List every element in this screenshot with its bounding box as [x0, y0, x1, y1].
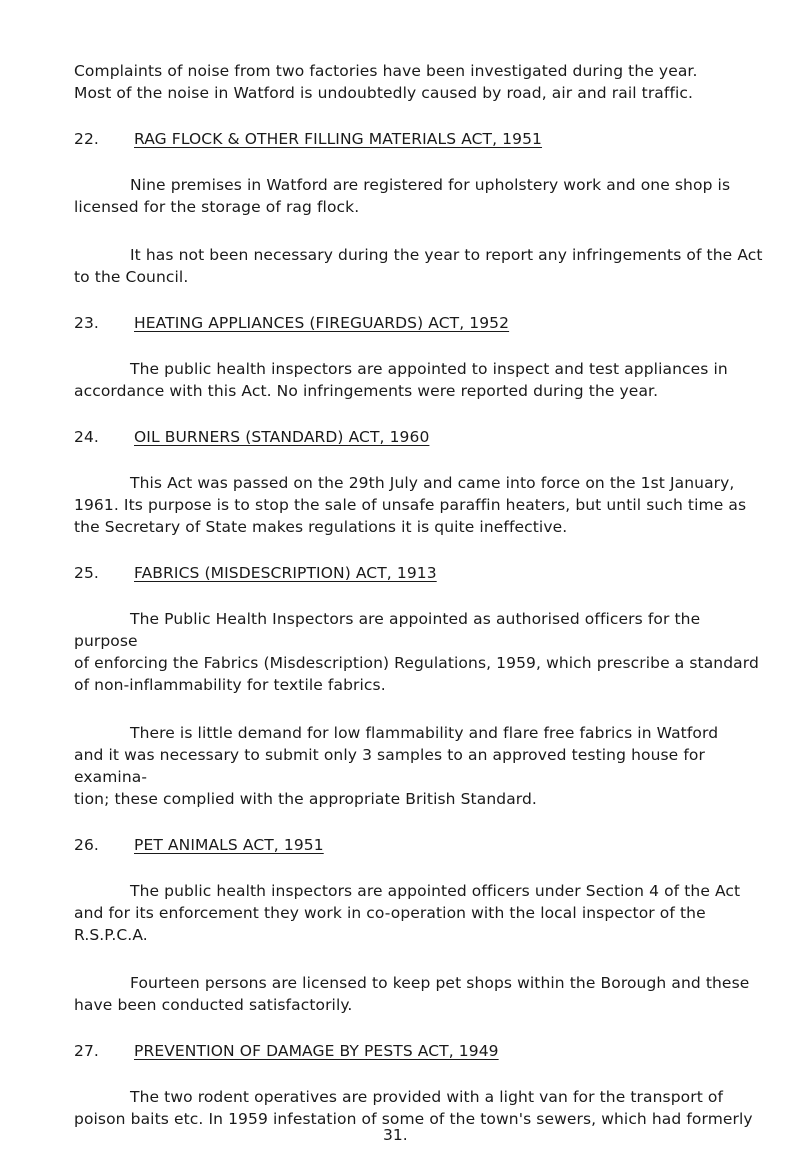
section-title: PREVENTION OF DAMAGE BY PESTS ACT, 1949: [134, 1042, 499, 1060]
section-heading-27: [74, 1040, 764, 1062]
section-heading-24: [74, 426, 764, 448]
section-number: 24.: [74, 428, 99, 446]
paragraph: There is little demand for low flammability and flare free fabrics in Watford and it was necessary to submit only 3 samples to an approved testing house for examina- tion; these complied with the appropriate British Standard.: [74, 724, 719, 808]
section-number: 23.: [74, 314, 99, 332]
section-title: PET ANIMALS ACT, 1951: [134, 836, 324, 854]
section-heading-22: [74, 128, 764, 150]
section-title: RAG FLOCK & OTHER FILLING MATERIALS ACT, 1951: [134, 130, 543, 148]
paragraph: The public health inspectors are appointed to inspect and test appliances in accordance with this Act. No infringements were reported during the year.: [74, 360, 728, 400]
intro-paragraph: Complaints of noise from two factories have been investigated during the year. Most of the noise in Watford is undoubtedly caused by road, air and rail traffic.: [74, 62, 698, 102]
page-number: 31.: [383, 1126, 408, 1144]
paragraph: It has not been necessary during the year to report any infringements of the Act to the Council.: [74, 246, 763, 286]
section-number: 25.: [74, 564, 99, 582]
section-heading-26: [74, 834, 764, 856]
paragraph: The Public Health Inspectors are appointed as authorised officers for the purpose of enforcing the Fabrics (Misdescription) Regulations, 1959, which prescribe a standard of non-inflammability for textile fabrics.: [74, 610, 759, 694]
paragraph: Fourteen persons are licensed to keep pet shops within the Borough and these have been conducted satisfactorily.: [74, 974, 750, 1014]
section-heading-25: [74, 562, 764, 584]
section-heading-23: [74, 312, 764, 334]
section-title: FABRICS (MISDESCRIPTION) ACT, 1913: [134, 564, 437, 582]
section-number: 27.: [74, 1042, 99, 1060]
section-number: 22.: [74, 130, 99, 148]
paragraph: The public health inspectors are appointed officers under Section 4 of the Act and for its enforcement they work in co-operation with the local inspector of the R.S.P.C.A.: [74, 882, 741, 944]
paragraph: The two rodent operatives are provided with a light van for the transport of poison baits etc. In 1959 infestation of some of the town's sewers, which had formerly: [74, 1088, 753, 1128]
document-page: [74, 60, 764, 1130]
section-title: HEATING APPLIANCES (FIREGUARDS) ACT, 1952: [134, 314, 510, 332]
paragraph: Nine premises in Watford are registered for upholstery work and one shop is licensed for the storage of rag flock.: [74, 176, 731, 216]
paragraph: This Act was passed on the 29th July and came into force on the 1st January, 1961. Its purpose is to stop the sale of unsafe paraffin heaters, but until such time as the Secretary of State makes regulations it is quite ineffective.: [74, 474, 747, 536]
section-number: 26.: [74, 836, 99, 854]
section-title: OIL BURNERS (STANDARD) ACT, 1960: [134, 428, 430, 446]
